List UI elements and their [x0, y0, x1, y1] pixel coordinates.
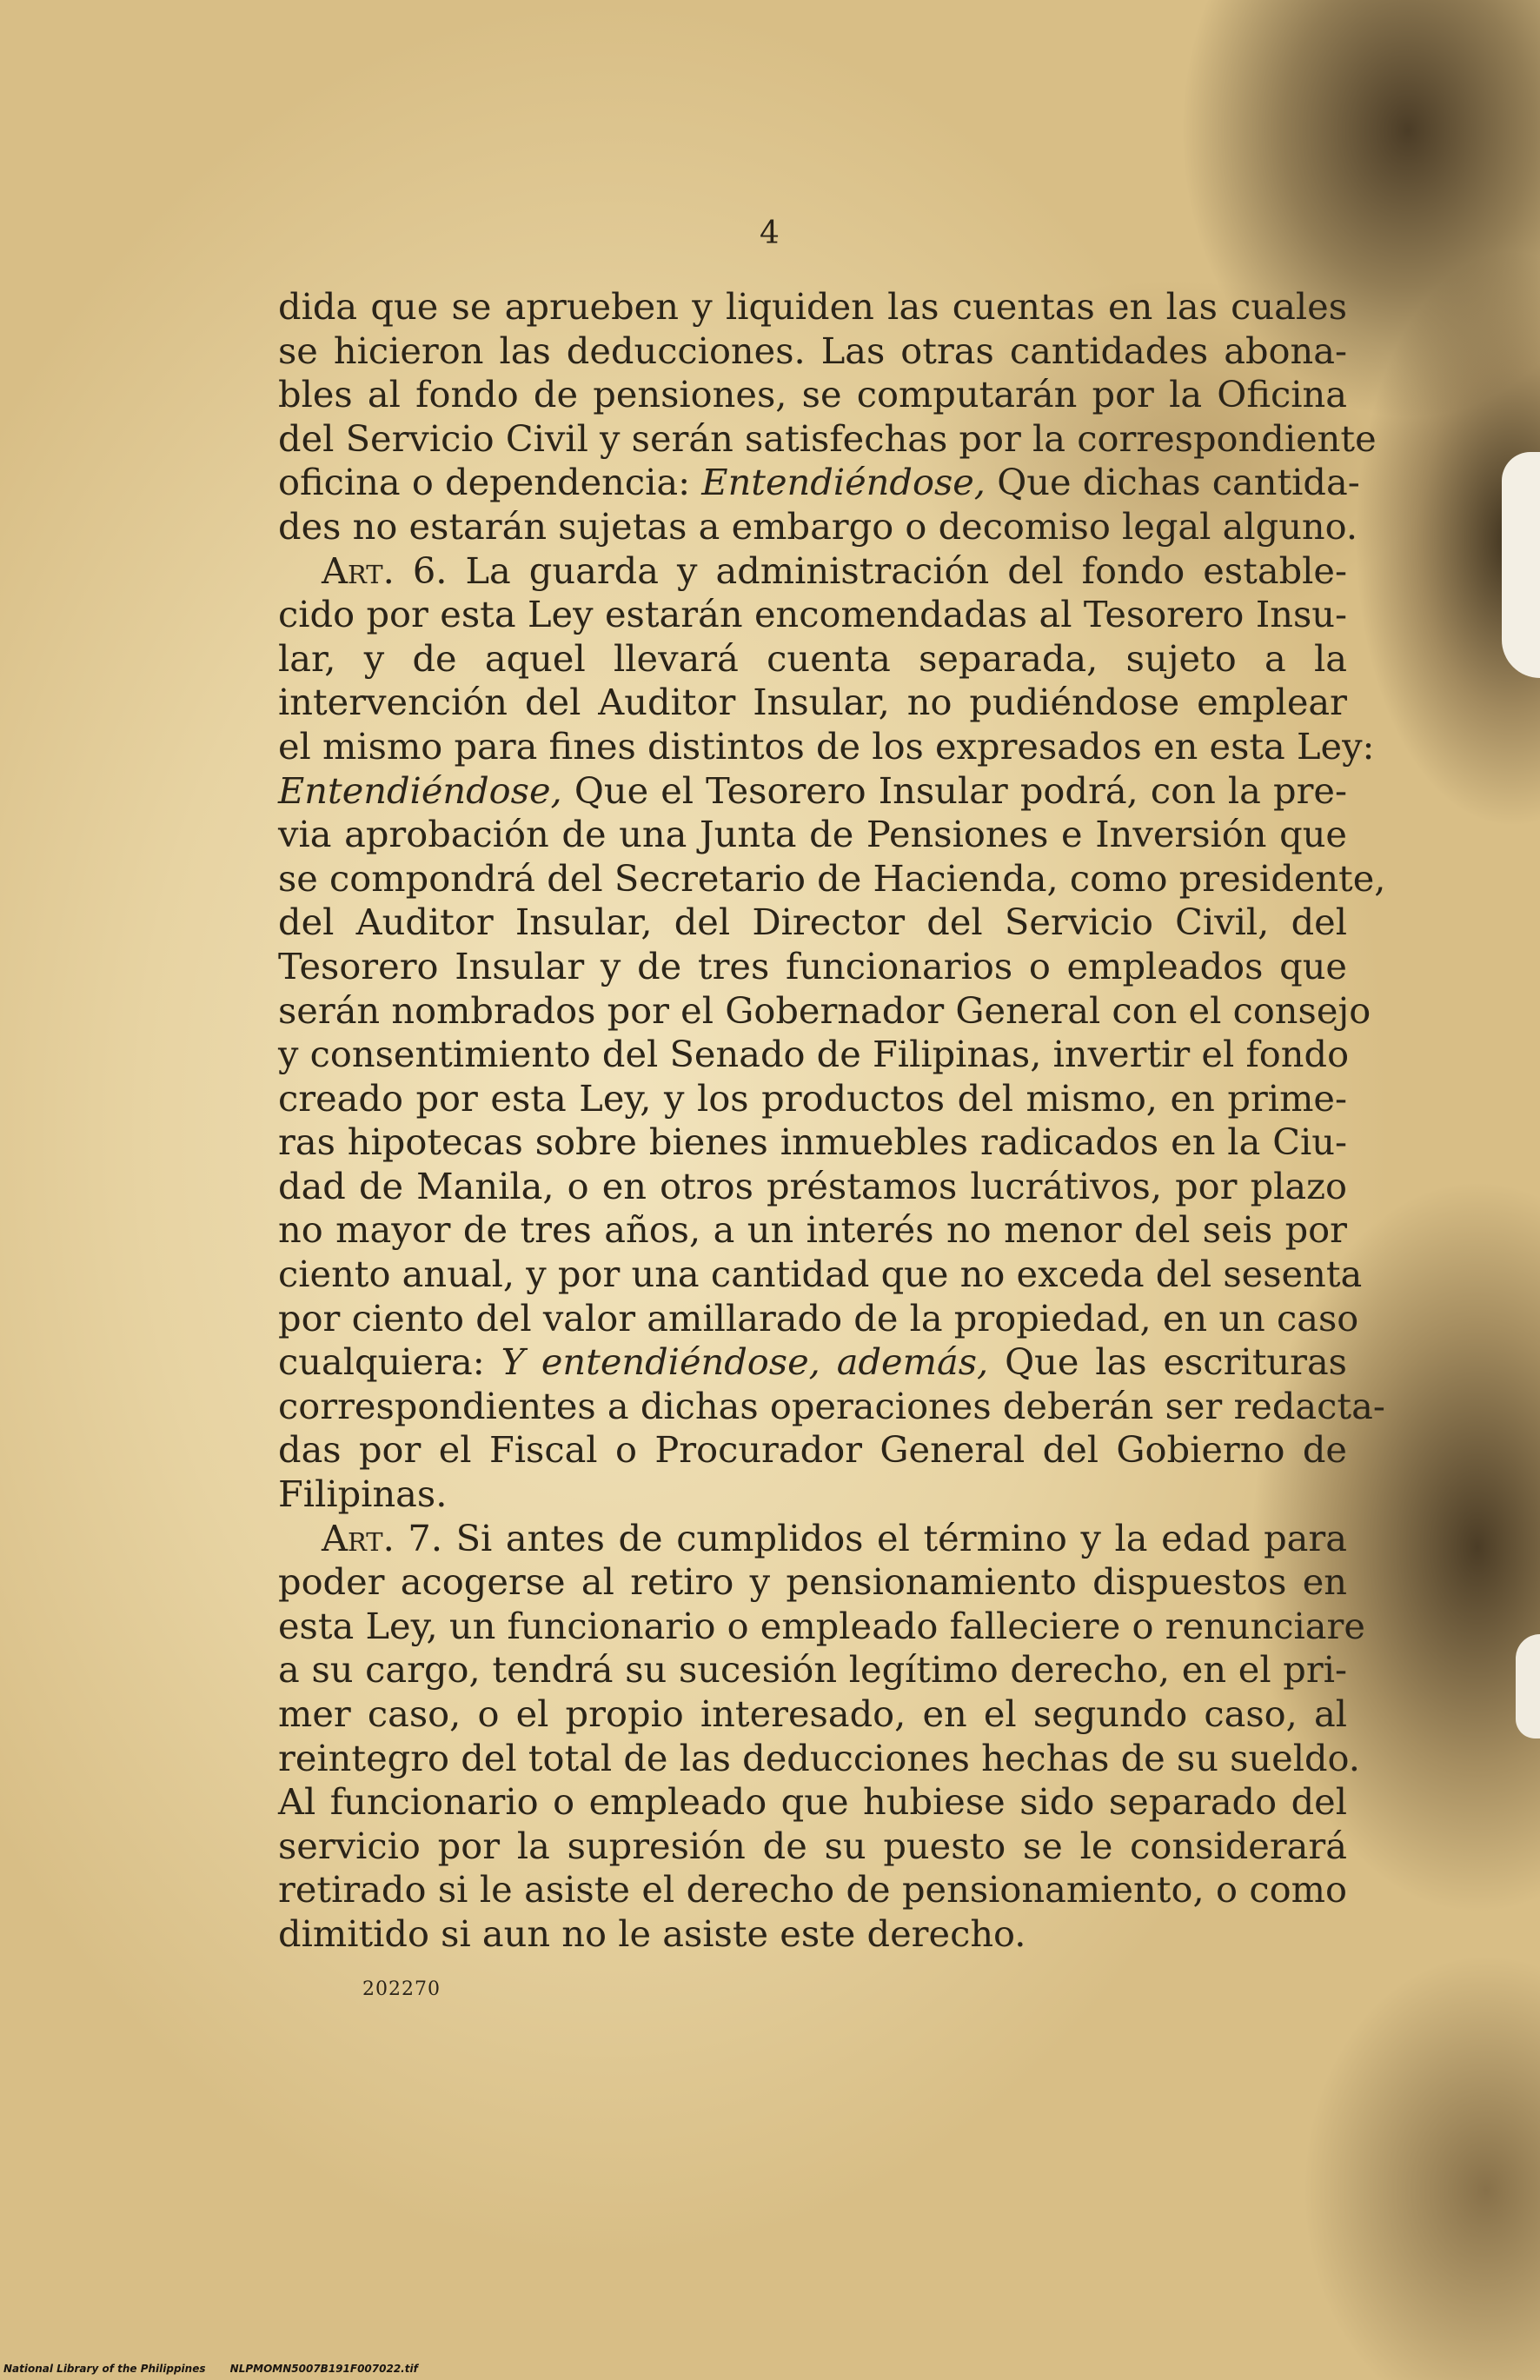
text-segment: Que las escrituras	[988, 1340, 1347, 1384]
text-line	[278, 549, 1347, 594]
italic-term: Entendiéndose,	[278, 768, 562, 812]
text-line: mer caso, o el propio interesado, en el segundo caso, al	[278, 1692, 1347, 1735]
text-line: no mayor de tres años, a un interés no menor del seis por	[278, 1208, 1347, 1252]
text-line: esta Ley, un funcionario o empleado falleciere o renunciare	[278, 1604, 1365, 1647]
text-line: el mismo para fines distintos de los expresados en esta Ley:	[278, 724, 1375, 768]
italic-term: Entendiéndose,	[701, 461, 986, 504]
text-line: correspondientes a dichas operaciones deberán ser redacta-	[278, 1384, 1385, 1427]
text-line: se hicieron las deducciones. Las otras cantidades abona-	[278, 329, 1347, 372]
burned-edge-upper	[1502, 452, 1540, 678]
article-label: Art.	[322, 548, 395, 592]
text-line: creado por esta Ley, y los productos del mismo, en prime-	[278, 1076, 1347, 1120]
text-segment: 6. La guarda y administración del fondo estable-	[394, 548, 1347, 592]
text-line: dad de Manila, o en otros préstamos lucrátivos, por plazo	[278, 1164, 1347, 1207]
text-line: del Servicio Civil y serán satisfechas por la correspondiente	[278, 416, 1377, 460]
text-line: poder acogerse al retiro y pensionamiento dispuestos en	[278, 1560, 1347, 1604]
text-segment: Que el Tesorero Insular podrá, con la pre-	[561, 768, 1347, 812]
burned-edge-lower	[1516, 1634, 1540, 1738]
text-line: intervención del Auditor Insular, no pudiéndose emplear	[278, 681, 1347, 724]
library-credit: National Library of the Philippines	[3, 2363, 206, 2375]
text-line: ras hipotecas sobre bienes inmuebles radicados en la Ciu-	[278, 1120, 1347, 1164]
text-line	[278, 769, 1347, 814]
page-number: 4	[760, 216, 780, 251]
text-line: bles al fondo de pensiones, se computarán por la Oficina	[278, 373, 1347, 416]
text-line	[278, 1340, 1347, 1385]
body-text	[278, 285, 1386, 1957]
text-segment: oficina o dependencia:	[278, 461, 702, 504]
text-line: servicio por la supresión de su puesto se le considerará	[278, 1824, 1347, 1867]
text-line: Filipinas.	[278, 1473, 448, 1516]
text-line: del Auditor Insular, del Director del Servicio Civil, del	[278, 901, 1347, 944]
text-line: via aprobación de una Junta de Pensiones e Inversión que	[278, 813, 1347, 856]
text-segment: cualquiera:	[278, 1340, 501, 1384]
text-line: Tesorero Insular y de tres funcionarios o empleados que	[278, 944, 1347, 987]
text-line: lar, y de aquel llevará cuenta separada, sujeto a la	[278, 636, 1347, 680]
text-line: y consentimiento del Senado de Filipinas, invertir el fondo	[278, 1033, 1350, 1076]
text-line: cido por esta Ley estarán encomendadas al Tesorero Insu-	[278, 593, 1347, 636]
text-line: serán nombrados por el Gobernador General con el consejo	[278, 988, 1371, 1032]
text-line: reintegro del total de las deducciones hechas de su sueldo.	[278, 1736, 1360, 1779]
text-line: a su cargo, tendrá su sucesión legítimo derecho, en el pri-	[278, 1648, 1347, 1692]
text-line: Al funcionario o empleado que hubiese sido separado del	[278, 1780, 1347, 1824]
text-line: retirado si le asiste el derecho de pensionamiento, o como	[278, 1868, 1347, 1911]
text-line: des no estarán sujetas a embargo o decomiso legal alguno.	[278, 504, 1358, 548]
file-id: NLPMOMN5007B191F007022.tif	[229, 2363, 418, 2375]
text-line: por ciento del valor amillarado de la propiedad, en un caso	[278, 1296, 1359, 1340]
text-line: dida que se aprueben y liquiden las cuentas en las cuales	[278, 285, 1347, 328]
text-line	[278, 1517, 1347, 1561]
text-line: dimitido si aun no le asiste este derecho.	[278, 1911, 1026, 1955]
scan-footer	[0, 2357, 556, 2380]
text-line	[278, 461, 1360, 505]
text-line: se compondrá del Secretario de Hacienda, como presidente,	[278, 856, 1386, 900]
article-label: Art.	[322, 1516, 395, 1559]
text-line: ciento anual, y por una cantidad que no exceda del sesenta	[278, 1253, 1363, 1296]
text-segment: Que dichas cantida-	[986, 461, 1360, 504]
print-code: 202270	[362, 1978, 441, 2000]
text-line: das por el Fiscal o Procurador General del Gobierno de	[278, 1428, 1347, 1472]
text-segment: 7. Si antes de cumplidos el término y la edad para	[394, 1516, 1347, 1559]
italic-term: Y entendiéndose, además,	[501, 1340, 989, 1384]
